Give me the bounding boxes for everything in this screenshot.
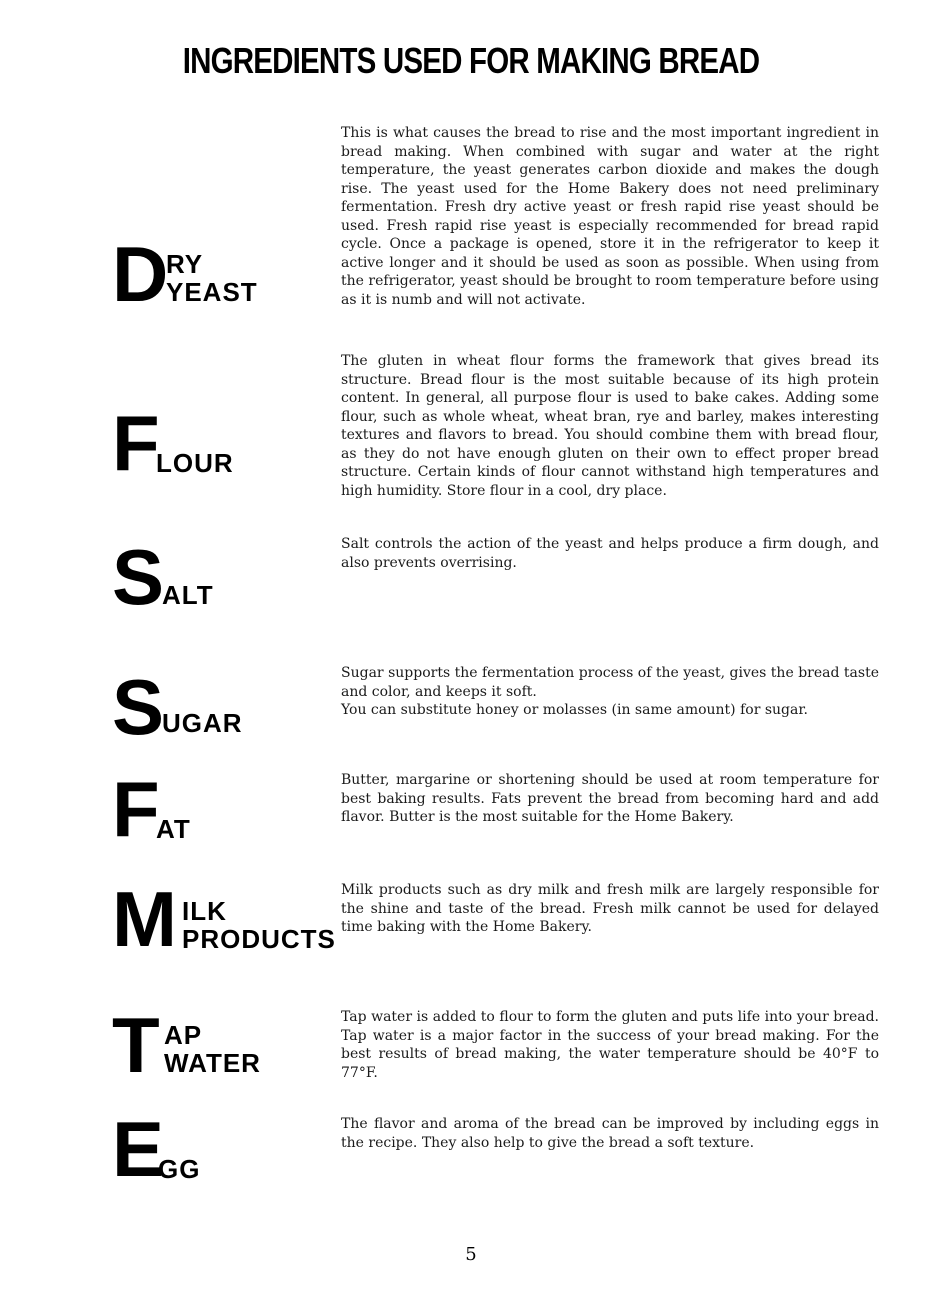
heading-line1: RY <box>166 249 204 279</box>
ingredient-description <box>341 1008 879 1082</box>
description-text: The flavor and aroma of the bread can be improved by including eggs in the recipe. They also help to give the bread a soft texture. <box>341 1116 879 1151</box>
heading-initial: T <box>112 1001 160 1089</box>
heading-initial: S <box>112 663 165 751</box>
page-title: INGREDIENTS USED FOR MAKING BREAD <box>182 40 760 81</box>
ingredient-heading <box>112 875 336 963</box>
description-text: You can substitute honey or molasses (in same amount) for sugar. <box>341 702 808 718</box>
heading-line2: ALT <box>162 580 214 610</box>
ingredient-heading <box>112 663 322 751</box>
heading-initial: E <box>112 1105 165 1193</box>
description-text: Butter, margarine or shortening should be used at room temperature for best baking results. Fats prevent the bread from becoming hard and add flavor. Butter is the most suitable for the Home Bakery. <box>341 772 879 825</box>
heading-line2: UGAR <box>162 708 243 738</box>
ingredient-description <box>341 352 879 500</box>
ingredient-description <box>341 124 879 309</box>
description-text: This is what causes the bread to rise and the most important ingredient in bread making. When combined with sugar and water at the right temperature, the yeast generates carbon dioxide and makes the dough rise. The yeast used for the Home Bakery does not need preliminary fermentation. Fresh dry active yeast or fresh rapid rise yeast should be used. Fresh rapid rise yeast is especially recommended for bread rapid cycle. Once a package is opened, store it in the refrigerator to keep it active longer and it should be used as soon as possible. When using from the refrigerator, yeast should be brought to room temperature before using as it is numb and will not activate. <box>341 125 879 308</box>
heading-initial: M <box>112 875 177 963</box>
heading-initial: D <box>112 230 169 318</box>
heading-line2: AT <box>156 814 191 844</box>
description-text: Sugar supports the fermentation process of the yeast, gives the bread taste and color, and keeps it soft. <box>341 665 879 700</box>
description-text: Milk products such as dry milk and fresh milk are largely responsible for the shine and taste of the bread. Fresh milk cannot be used for delayed time baking with the Home Bakery. <box>341 882 879 935</box>
ingredient-description <box>341 881 879 937</box>
description-text: Salt controls the action of the yeast and helps produce a firm dough, and also prevents overrising. <box>341 536 879 571</box>
heading-line1: AP <box>164 1020 203 1050</box>
ingredient-heading <box>112 230 322 318</box>
ingredient-description <box>341 1115 879 1152</box>
page-number: 5 <box>465 1244 477 1265</box>
ingredient-heading <box>112 1001 322 1089</box>
heading-line2: LOUR <box>156 448 234 478</box>
ingredient-heading <box>112 765 322 853</box>
heading-initial: S <box>112 533 165 621</box>
heading-line2: GG <box>158 1154 201 1184</box>
ingredient-description <box>341 535 879 572</box>
heading-line1: ILK <box>182 896 227 926</box>
description-text: Tap water is added to flour to form the gluten and puts life into your bread. Tap water is a major factor in the success of your bread making. For the best results of bread making, the water temperature should be 40°F to 77°F. <box>341 1009 879 1081</box>
description-text: The gluten in wheat flour forms the framework that gives bread its structure. Bread flour is the most suitable because of its high protein content. In general, all purpose flour is used to bake cakes. Adding some flour, such as whole wheat, wheat bran, rye and barley, makes interesting textures and flavors to bread. You should combine them with bread flour, as they do not have enough gluten on their own to effect proper bread structure. Certain kinds of flour cannot withstand high temperatures and high humidity. Store flour in a cool, dry place. <box>341 353 879 499</box>
ingredient-heading <box>112 399 322 487</box>
ingredient-heading <box>112 1105 322 1193</box>
ingredient-description <box>341 664 879 720</box>
heading-line2: PRODUCTS <box>182 924 336 954</box>
heading-initial: F <box>112 399 160 487</box>
ingredient-heading <box>112 533 322 621</box>
heading-initial: F <box>112 765 160 853</box>
heading-line2: YEAST <box>166 277 258 307</box>
ingredient-description <box>341 771 879 827</box>
heading-line2: WATER <box>164 1048 261 1078</box>
